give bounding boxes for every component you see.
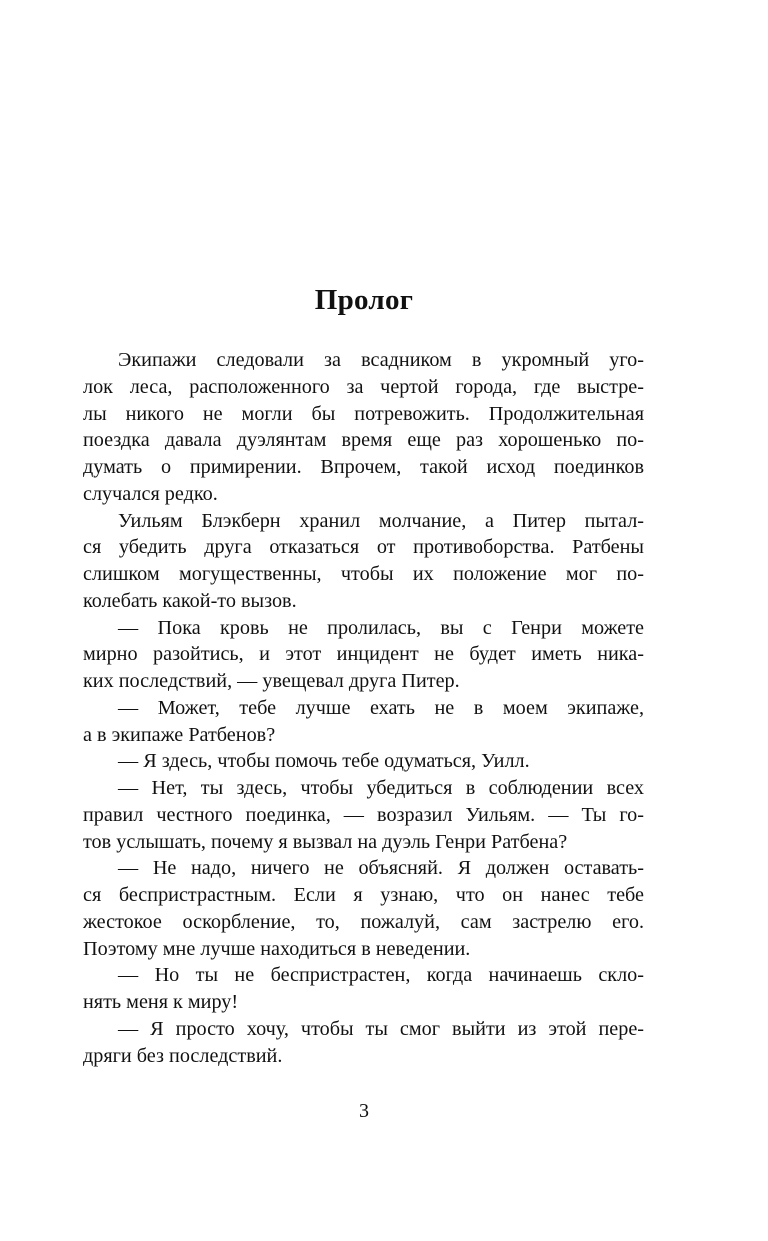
text-line: дряги без последствий. [83,1044,283,1067]
text-line: — Может, тебе лучше ехать не в моем экипаже, [118,696,644,719]
page-number: 3 [359,1100,369,1122]
text-line: Экипажи следовали за всадником в укромный уго- [118,349,644,371]
text-line: лок леса, расположенного за чертой города, где выстре- [83,375,644,398]
text-line: колебать какой-то вызов. [83,589,297,612]
text-line: ся беспристрастным. Если я узнаю, что он нанес тебе [83,884,644,906]
text-line: мирно разойтись, и этот инцидент не будет иметь ника- [83,643,644,666]
text-line: Уильям Блэкберн хранил молчание, а Питер пытал- [118,509,644,532]
text-line: правил честного поединка, — возразил Уильям. — Ты го- [83,803,644,826]
text-line: ся убедить друга отказаться от противоборства. Ратбены [83,536,644,559]
text-line: — Пока кровь не пролилась, вы с Генри можете [118,616,644,639]
text-line: — Я здесь, чтобы помочь тебе одуматься, Уилл. [118,750,530,773]
text-line: Поэтому мне лучше находиться в неведении. [83,937,471,960]
text-line: — Я просто хочу, чтобы ты смог выйти из этой пере- [118,1017,644,1040]
text-line: поездка давала дуэлянтам время еще раз хорошенько по- [83,429,644,452]
text-line: лы никого не могли бы потревожить. Продолжительная [83,402,644,425]
chapter-title: Пролог [314,284,414,316]
text-line: жестокое оскорбление, то, пожалуй, сам застрелю его. [83,910,644,933]
text-line: тов услышать, почему я вызвал на дуэль Генри Ратбена? [83,830,568,853]
text-line: думать о примирении. Впрочем, такой исход поединков [83,456,644,478]
text-line: а в экипаже Ратбенов? [83,723,276,746]
text-line: слишком могущественны, чтобы их положение мог по- [83,563,644,585]
text-line: нять меня к миру! [83,991,239,1013]
text-line: случался редко. [83,482,218,505]
body-text [83,347,644,1069]
text-line: — Не надо, ничего не объясняй. Я должен оставать- [118,857,644,880]
text-line: — Но ты не беспристрастен, когда начинаешь скло- [118,964,644,987]
text-line: ких последствий, — увещевал друга Питер. [83,670,460,692]
text-line: — Нет, ты здесь, чтобы убедиться в соблюдении всех [118,777,644,799]
